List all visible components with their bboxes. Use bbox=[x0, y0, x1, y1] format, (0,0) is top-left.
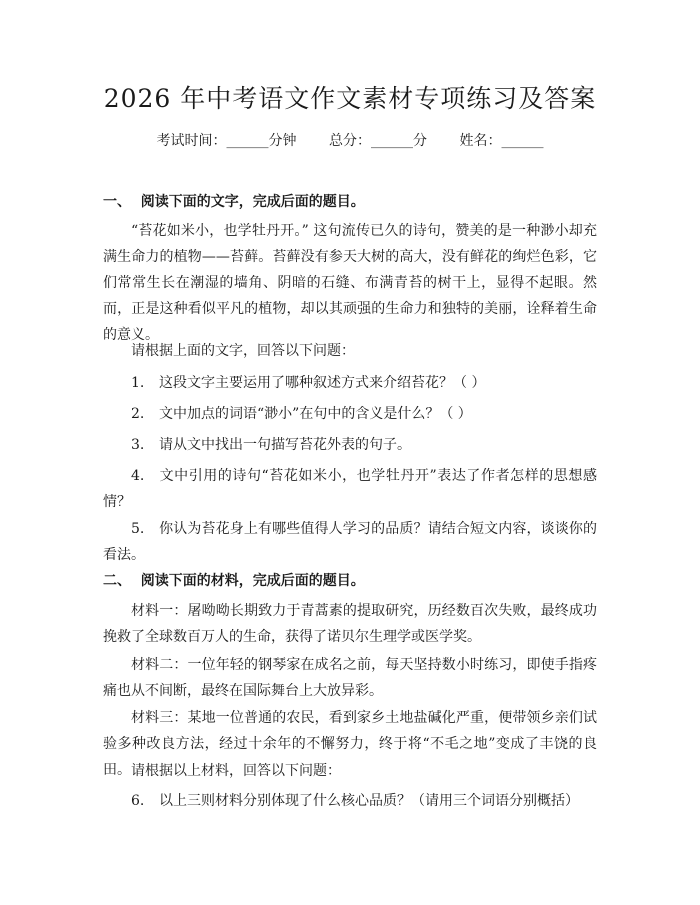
question-6 bbox=[103, 788, 597, 814]
question-4 bbox=[103, 463, 597, 515]
section-2-prompt: 请根据以上材料，回答以下问题： bbox=[131, 763, 341, 779]
material-1: 材料一：屠呦呦长期致力于青蒿素的提取研究，历经数百次失败，最终成功挽救了全球数百万人的生命，获得了诺贝尔生理学或医学奖。 bbox=[103, 603, 597, 645]
question-3 bbox=[103, 432, 597, 458]
question-text: 你认为苔花身上有哪些值得人学习的品质？请结合短文内容，谈谈你的看法。 bbox=[103, 521, 597, 563]
total-score: 总分：______分 bbox=[329, 133, 427, 149]
section-2-heading: 二、 阅读下面的材料，完成后面的题目。 bbox=[103, 573, 365, 589]
section-1-prompt: 请根据上面的文字，回答以下问题： bbox=[131, 343, 355, 359]
question-number: 5. bbox=[131, 521, 145, 537]
section-1-passage: “苔花如米小，也学牡丹开。” 这句流传已久的诗句，赞美的是一种渺小却充满生命力的植物——苔藓。苔藓没有参天大树的高大，没有鲜花的绚烂色彩，它们常常生长在潮湿的墙角、阴暗的石缝、布满青苔的树干上，显得不起眼。然而，正是这种看似平凡的植物，却以其顽强的生命力和独特的美丽，诠释着生命的意义。 bbox=[103, 223, 597, 343]
section-1-heading: 一、 阅读下面的文字，完成后面的题目。 bbox=[103, 194, 365, 210]
question-text: 文中加点的词语“渺小”在句中的含义是什么？（ ） bbox=[159, 406, 472, 422]
question-number: 6. bbox=[131, 793, 145, 809]
question-text: 这段文字主要运用了哪种叙述方式来介绍苔花？（ ） bbox=[159, 375, 486, 391]
question-number: 4. bbox=[131, 468, 145, 484]
question-text: 以上三则材料分别体现了什么核心品质？（请用三个词语分别概括） bbox=[159, 793, 579, 809]
question-number: 1. bbox=[131, 375, 145, 391]
question-number: 3. bbox=[131, 437, 145, 453]
material-3: 材料三：某地一位普通的农民，看到家乡土地盐碱化严重，便带领乡亲们试验多种改良方法，经过十余年的不懈努力，终于将“不毛之地”变成了丰饶的良田。 bbox=[103, 710, 597, 778]
exam-time: 考试时间：______分钟 bbox=[156, 133, 297, 149]
question-text: 文中引用的诗句“苔花如米小，也学牡丹开”表达了作者怎样的思想感情？ bbox=[103, 468, 597, 510]
question-5 bbox=[103, 516, 597, 568]
material-2: 材料二：一位年轻的钢琴家在成名之前，每天坚持数小时练习，即使手指疼痛也从不间断，最终在国际舞台上大放异彩。 bbox=[103, 657, 597, 699]
question-number: 2. bbox=[131, 406, 145, 422]
student-name: 姓名：______ bbox=[459, 133, 544, 149]
question-2 bbox=[103, 401, 597, 427]
page-title: 2026 年中考语文作文素材专项练习及答案 bbox=[103, 84, 597, 113]
question-1 bbox=[103, 370, 597, 396]
exam-meta bbox=[0, 131, 700, 151]
question-text: 请从文中找出一句描写苔花外表的句子。 bbox=[159, 437, 411, 453]
